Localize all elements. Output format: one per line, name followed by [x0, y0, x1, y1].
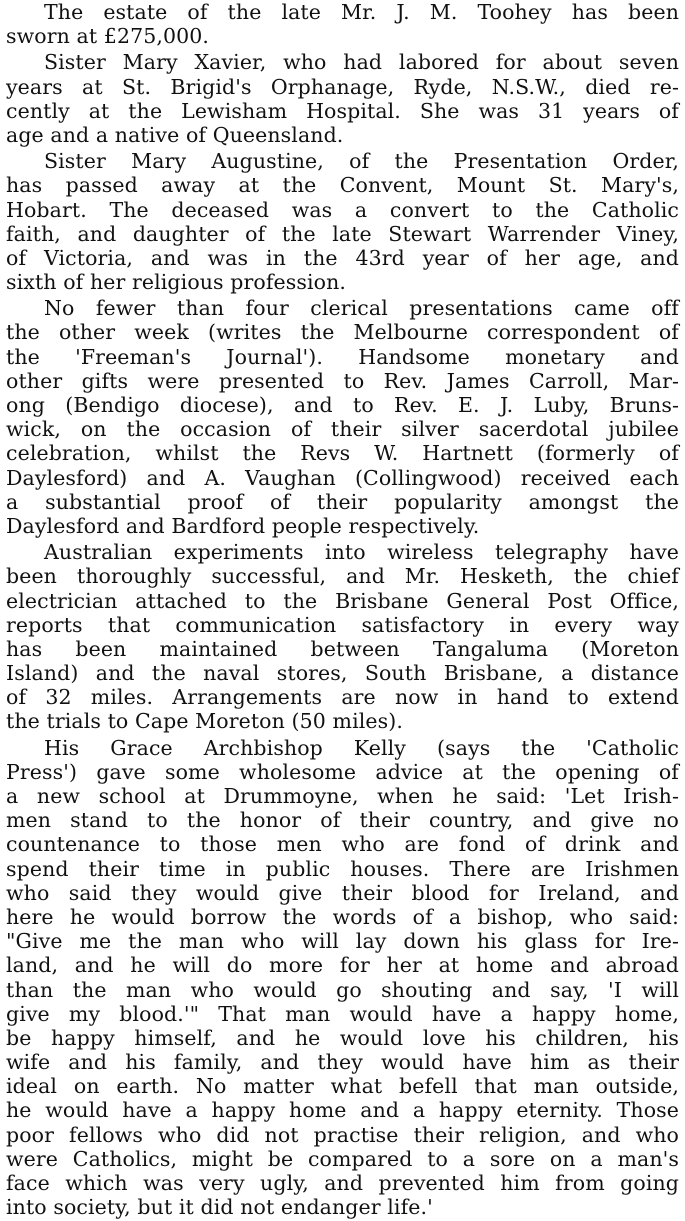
text-line: sixth of her religious profession.: [6, 270, 347, 295]
text-line: has been maintained between Tangaluma (Moreton: [6, 636, 679, 661]
text-line: men stand to the honor of their country, and give no: [6, 808, 679, 833]
text-line: Sister Mary Augustine, of the Presentation Order,: [44, 149, 679, 174]
text-line: poor fellows who did not practise their religion, and who: [6, 1122, 679, 1147]
text-line: Island) and the naval stores, South Brisbane, a distance: [6, 661, 679, 686]
text-line: were Catholics, might be compared to a sore on a man's: [6, 1146, 679, 1171]
text-line: into society, but it did not endanger life.': [6, 1195, 433, 1220]
text-line: give my blood.'" That man would have a happy home,: [6, 1001, 679, 1026]
paragraph: [6, 540, 679, 734]
article-column: [6, 0, 679, 1221]
text-line: of Victoria, and was in the 43rd year of her age, and: [6, 245, 679, 270]
text-line: No fewer than four clerical presentations came off: [44, 296, 679, 321]
text-line: who said they would give their blood for Ireland, and: [6, 880, 679, 905]
text-line: His Grace Archbishop Kelly (says the 'Catholic: [44, 735, 679, 760]
text-line: of 32 miles. Arrangements are now in hand to extend: [6, 685, 679, 710]
text-line: other gifts were presented to Rev. James Carroll, Mar-: [6, 368, 679, 393]
text-line: electrician attached to the Brisbane General Post Office,: [6, 588, 679, 613]
text-line: the 'Freeman's Journal'). Handsome monetary and: [6, 344, 679, 369]
text-line: Daylesford) and A. Vaughan (Collingwood) received each: [6, 465, 679, 490]
text-line: ong (Bendigo diocese), and to Rev. E. J. Luby, Bruns-: [6, 393, 679, 417]
text-line: reports that communication satisfactory in every way: [6, 612, 679, 637]
text-line: "Give me the man who will lay down his glass for Ire-: [6, 929, 679, 954]
text-line: a new school at Drummoyne, when he said: 'Let Irish-: [6, 784, 679, 808]
text-line: age and a native of Queensland.: [6, 122, 344, 147]
text-line: The estate of the late Mr. J. M. Toohey has been: [44, 0, 679, 24]
text-line: a substantial proof of their popularity amongst the: [6, 489, 679, 514]
text-line: faith, and daughter of the late Stewart Warrender Viney,: [6, 221, 679, 246]
text-line: sworn at £275,000.: [6, 24, 210, 49]
text-line: land, and he will do more for her at home and abroad: [6, 953, 679, 978]
text-line: ideal on earth. No matter what befell that man outside,: [6, 1074, 679, 1099]
paragraph: [6, 149, 679, 294]
text-line: he would have a happy home and a happy eternity. Those: [6, 1098, 679, 1123]
text-line: the other week (writes the Melbourne correspondent of: [6, 320, 679, 345]
text-line: Press') gave some wholesome advice at the opening of: [6, 759, 679, 784]
paragraph: [6, 296, 679, 538]
text-line: here he would borrow the words of a bishop, who said:: [6, 904, 679, 929]
paragraph: [6, 50, 679, 147]
text-line: spend their time in public houses. There are Irishmen: [6, 856, 679, 881]
text-line: face which was very ugly, and prevented him from going: [6, 1171, 679, 1195]
text-line: celebration, whilst the Revs W. Hartnett (formerly of: [6, 441, 679, 466]
paragraph: [6, 736, 679, 1220]
text-line: cently at the Lewisham Hospital. She was 31 years of: [6, 98, 679, 123]
text-line: be happy himself, and he would love his children, his: [6, 1025, 679, 1050]
text-line: Hobart. The deceased was a convert to the Catholic: [6, 197, 679, 222]
text-line: the trials to Cape Moreton (50 miles).: [6, 709, 403, 734]
text-line: countenance to those men who are fond of drink and: [6, 832, 679, 857]
text-line: than the man who would go shouting and say, 'I will: [6, 977, 679, 1002]
text-line: Sister Mary Xavier, who had labored for about seven: [44, 50, 679, 75]
text-line: been thoroughly successful, and Mr. Hesketh, the chief: [6, 564, 679, 589]
text-line: has passed away at the Convent, Mount St. Mary's,: [6, 173, 679, 198]
text-line: years at St. Brigid's Orphanage, Ryde, N.S.W., died re-: [6, 74, 679, 99]
paragraph: [6, 0, 679, 48]
text-line: Australian experiments into wireless telegraphy have: [44, 540, 679, 565]
text-line: wife and his family, and they would have him as their: [6, 1050, 679, 1075]
text-line: wick, on the occasion of their silver sacerdotal jubilee: [6, 417, 679, 442]
text-line: Daylesford and Bardford people respectively.: [6, 513, 480, 538]
